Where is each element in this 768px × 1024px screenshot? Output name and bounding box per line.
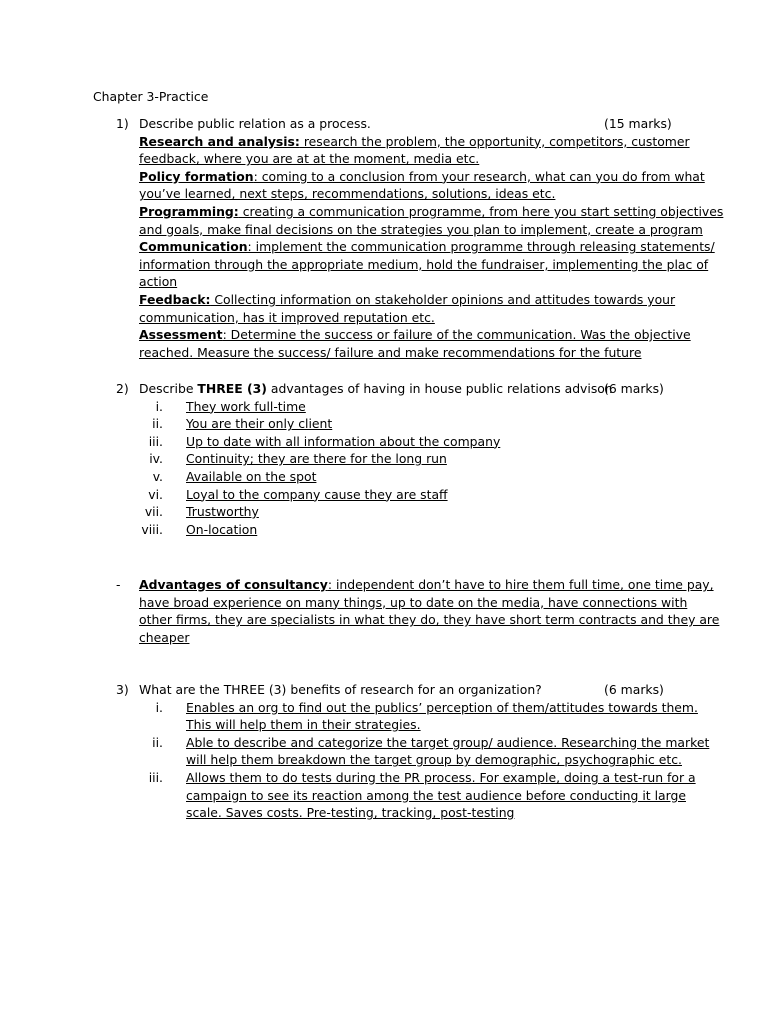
list-item-continuation: This will help them in their strategies. (186, 717, 421, 733)
list-item-continuation: will help them breakdown the target group by demographic, psychographic etc. (186, 752, 682, 768)
question-number: 3) (116, 682, 129, 697)
question-text: Describe public relation as a process. (139, 116, 371, 131)
answer-line: have broad experience on many things, up to date on the media, have connections with (139, 594, 688, 610)
answer-line: Programming: creating a communication programme, from here you start setting objectives (139, 203, 724, 219)
list-item: ii. Able to describe and categorize the target group/ audience. Researching the market (152, 734, 710, 750)
answer-line: Communication: implement the communication programme through releasing statements/ (139, 239, 715, 255)
answer-line: you’ve learned, next steps, recommendations, solutions, ideas etc. (139, 186, 556, 202)
answer-line: other firms, they are specialists in what they do, they have short term contracts and they are (139, 612, 720, 628)
bullet-dash: - (116, 577, 121, 592)
list-item: i. Enables an org to find out the publics’ perception of them/attitudes towards them. (155, 699, 698, 715)
list-item: v. Available on the spot (152, 468, 317, 484)
question-marks: (6 marks) (604, 381, 664, 396)
list-item: iii. Up to date with all information about the company (148, 433, 501, 449)
list-item: ii. You are their only client (152, 416, 333, 432)
question-3 (0, 681, 768, 822)
question-2 (0, 380, 768, 538)
answer-line: cheaper (139, 629, 190, 645)
list-item: vii. Trustworthy (144, 504, 259, 520)
list-item-continuation: scale. Saves costs. Pre-testing, tracking, post-testing (186, 805, 515, 821)
answer-line: reached. Measure the success/ failure and make recommendations for the future (139, 344, 642, 360)
question-marks: (6 marks) (604, 682, 664, 697)
page-title: Chapter 3-Practice (93, 89, 209, 104)
answer-line: communication, has it improved reputation etc. (139, 309, 435, 325)
question-3-header (0, 681, 768, 699)
question-1 (0, 115, 768, 361)
answer-line: Assessment: Determine the success or failure of the communication. Was the objective (139, 327, 691, 343)
answer-line: Research and analysis: research the problem, the opportunity, competitors, customer (139, 133, 690, 149)
list-item: iii. Allows them to do tests during the PR process. For example, doing a test-run for a (148, 769, 696, 785)
list-item: iv. Continuity; they are there for the long run (149, 451, 447, 467)
list-item: vi. Loyal to the company cause they are staff (148, 486, 448, 502)
list-item: i. They work full-time (155, 398, 306, 414)
answer-line: Advantages of consultancy: independent don’t have to hire them full time, one time pay, (139, 577, 714, 592)
question-number: 1) (116, 116, 129, 131)
question-number: 2) (116, 381, 129, 396)
answer-line: action (139, 274, 178, 290)
question-marks: (15 marks) (604, 116, 672, 131)
answer-line: and goals, make final decisions on the strategies you plan to implement, create a program (139, 221, 703, 237)
answer-line: Feedback: Collecting information on stakeholder opinions and attitudes towards your (139, 291, 676, 307)
question-text: Describe THREE (3) advantages of having in house public relations advisor. (139, 381, 613, 396)
consultancy-note (0, 576, 768, 646)
answer-line: Policy formation: coming to a conclusion from your research, what can you do from what (139, 168, 705, 184)
list-item-continuation: campaign to see its reaction among the test audience before conducting it large (186, 787, 686, 803)
answer-line: feedback, where you are at at the moment, media etc. (139, 151, 480, 167)
question-2-header (0, 380, 768, 398)
list-item: viii. On-location (141, 521, 258, 537)
question-text: What are the THREE (3) benefits of research for an organization? (139, 682, 542, 697)
question-1-header (0, 115, 768, 133)
answer-line: information through the appropriate medium, hold the fundraiser, implementing the plac of (139, 256, 709, 272)
